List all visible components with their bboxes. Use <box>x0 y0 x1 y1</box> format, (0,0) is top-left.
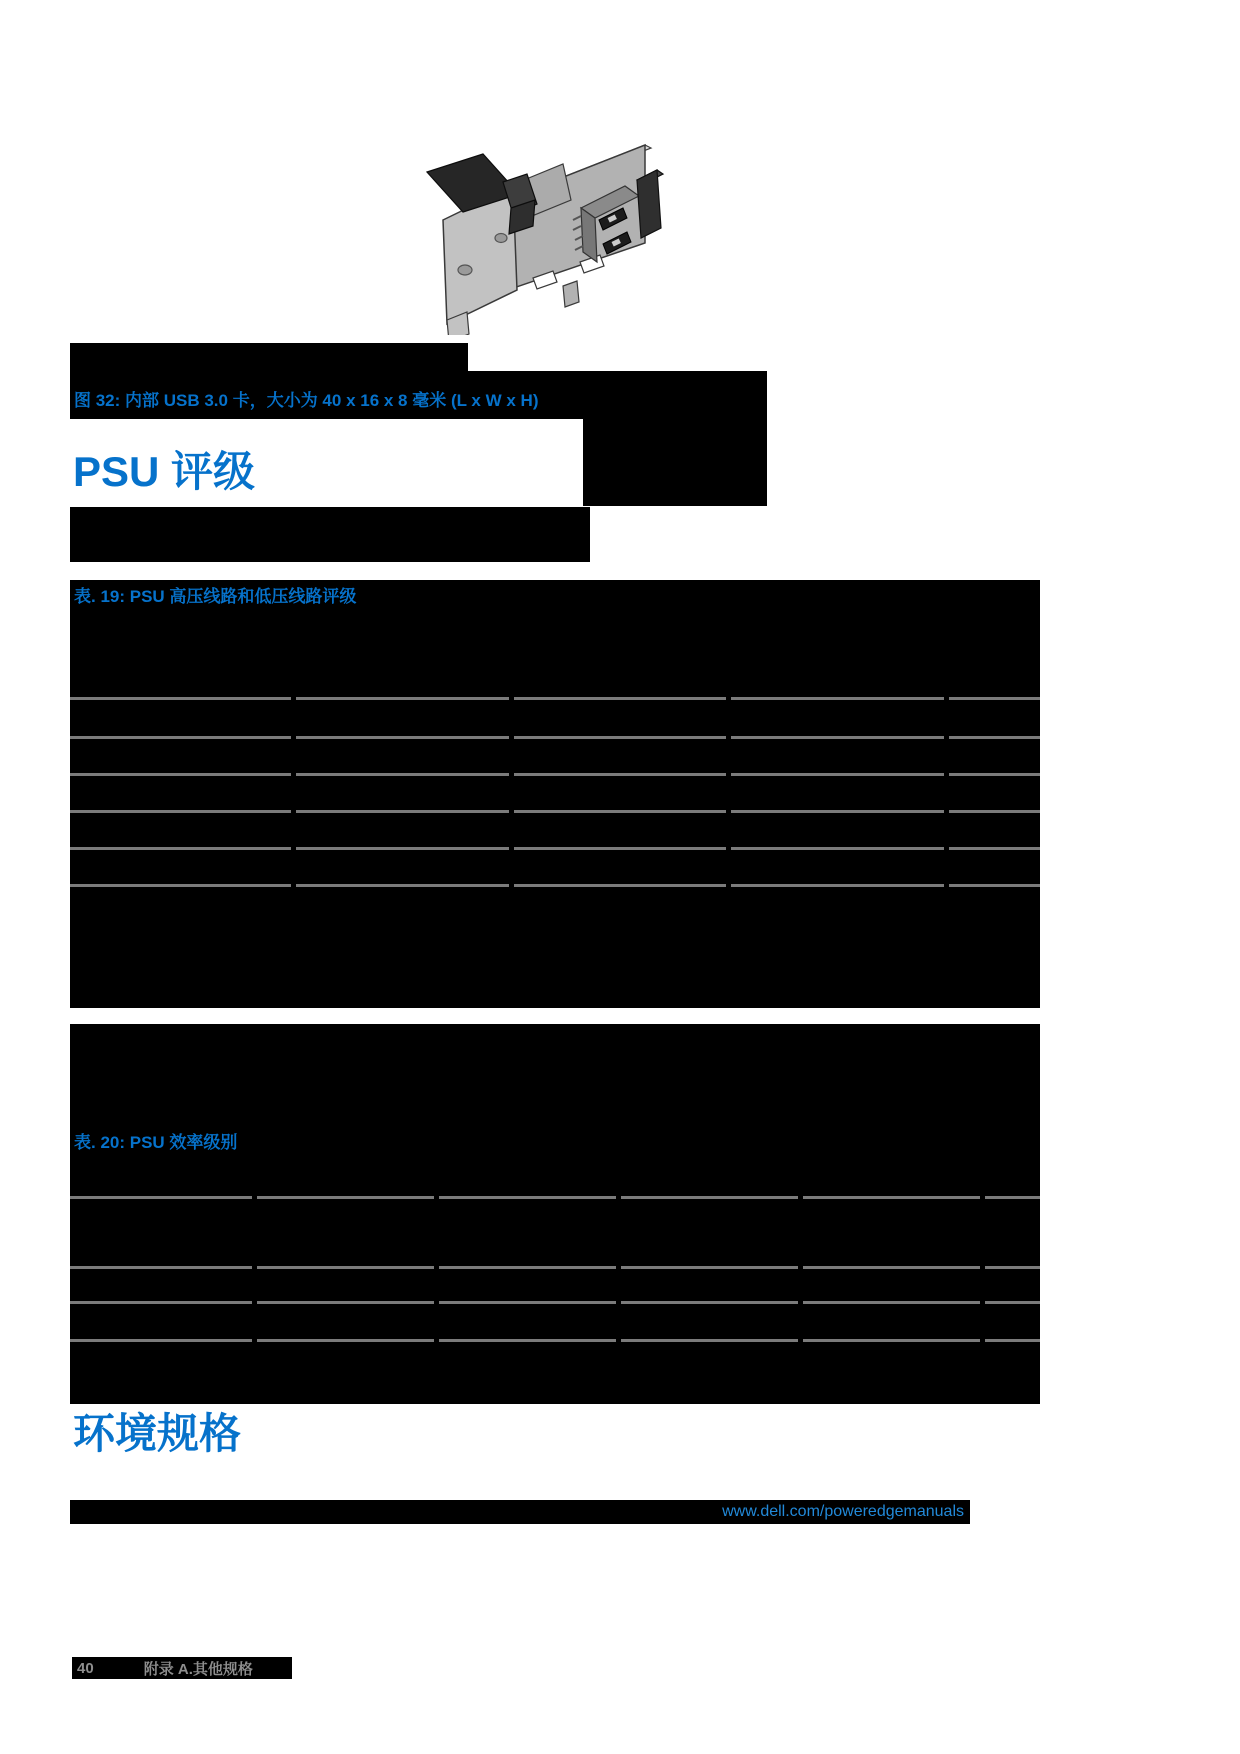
page-number: 40 <box>77 1659 94 1677</box>
table-row-rule <box>70 1266 1040 1269</box>
redacted-text-block <box>583 419 767 506</box>
table-row-rule <box>70 810 1040 813</box>
figure-caption-strip <box>70 371 767 419</box>
table-row-rule <box>70 847 1040 850</box>
environmental-specs-heading: 环境规格 <box>73 1410 242 1457</box>
table19-caption: 表. 19: PSU 高压线路和低压线路评级 <box>74 587 357 606</box>
usb-card-illustration <box>415 120 700 335</box>
redacted-paragraph <box>70 507 590 562</box>
table-row-rule <box>70 697 1040 700</box>
table20-caption: 表. 20: PSU 效率级别 <box>74 1133 238 1152</box>
table-row-rule <box>70 1339 1040 1342</box>
table-psu-efficiency <box>70 1024 1040 1404</box>
chapter-title: 附录 A.其他规格 <box>143 1660 253 1678</box>
table-row-rule <box>70 736 1040 739</box>
table-psu-line-ratings <box>70 580 1040 1008</box>
psu-rating-heading: PSU 评级 <box>73 448 256 495</box>
poweredge-manuals-link[interactable]: www.dell.com/poweredgemanuals <box>722 1503 964 1520</box>
redacted-paragraph-with-link <box>70 1500 970 1524</box>
redacted-text-block <box>70 343 468 372</box>
page-footer <box>72 1657 292 1679</box>
table-row-rule <box>70 1196 1040 1199</box>
figure-caption: 图 32: 内部 USB 3.0 卡，大小为 40 x 16 x 8 毫米 (L x W x H) <box>74 391 539 410</box>
table-row-rule <box>70 1301 1040 1304</box>
table-row-rule <box>70 773 1040 776</box>
table-row-rule <box>70 884 1040 887</box>
